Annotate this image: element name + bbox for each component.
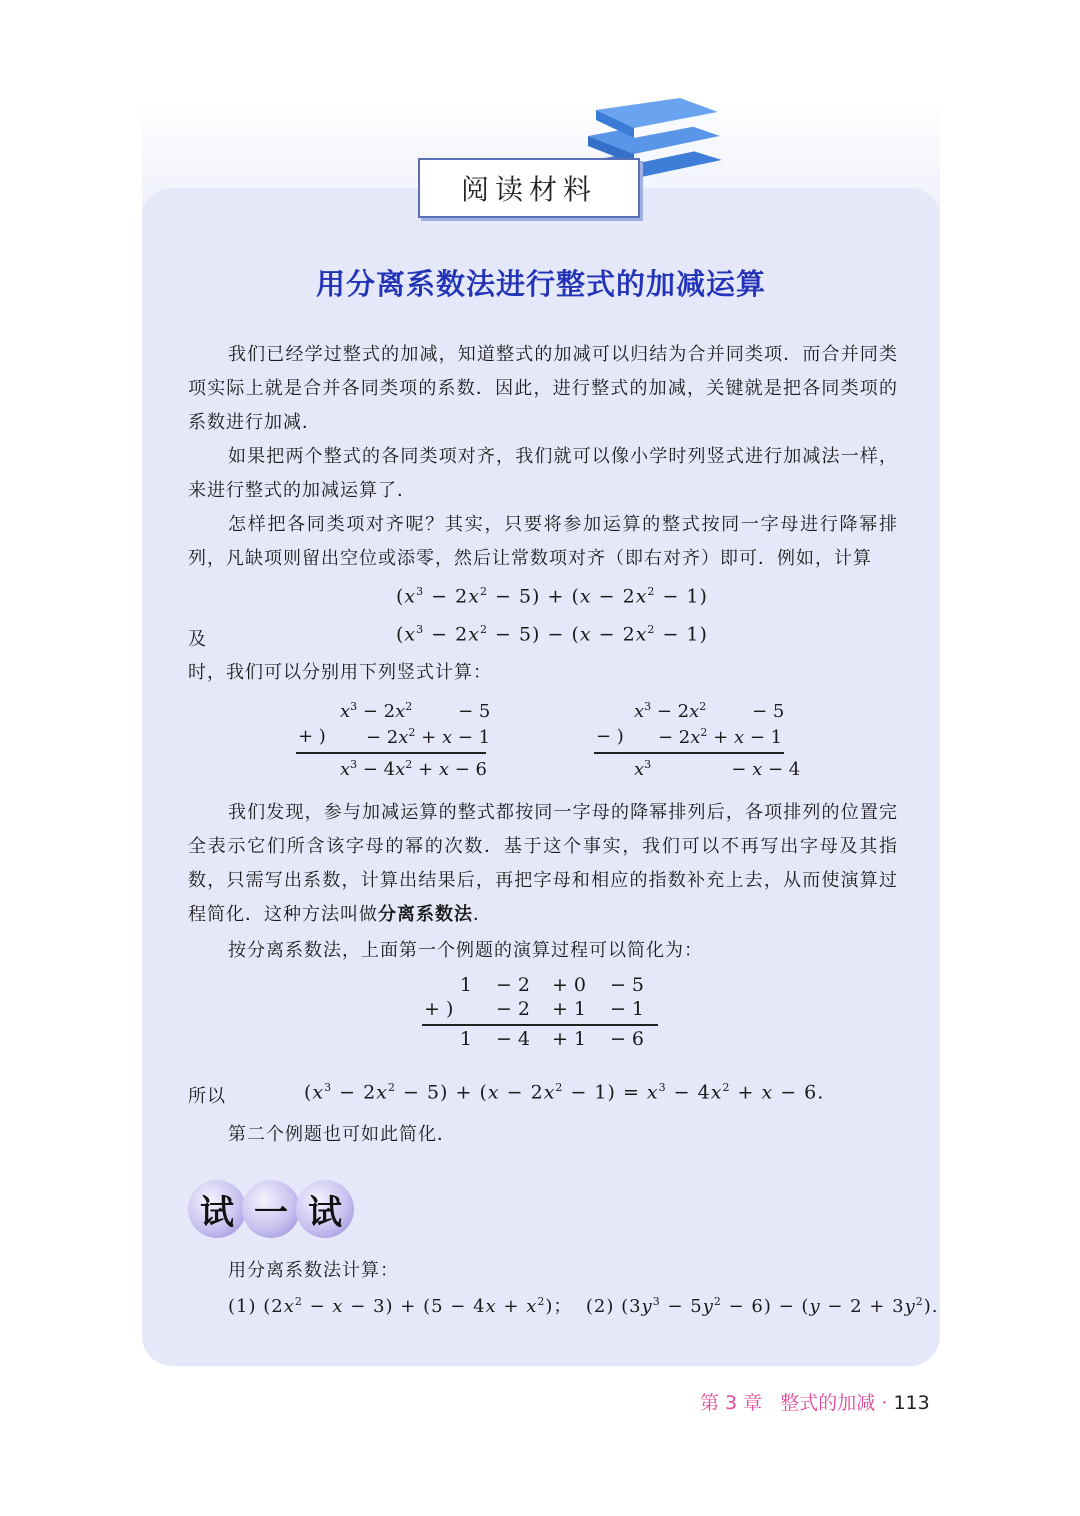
try-problem-1-label: (1) bbox=[228, 1296, 257, 1317]
term-separated-coefficients: 分离系数法 bbox=[378, 904, 473, 925]
paragraph-5-text: 我们发现，参与加减运算的整式都按同一字母的降幂排列后，各项排列的位置完全表示它们所含该字母的幂的次数．基于这个事实，我们可以不再写出字母及其指数，只需写出系数，计算出结果后，再把字母和相应的指数补充上去，从而使演算过程简化．这种方法叫做 bbox=[188, 802, 898, 925]
result-equation: $(x^3 - 2x^2 - 5) + (x - 2x^2 - 1) = x^3 - 4x^2 + x - 6$. bbox=[304, 1081, 825, 1104]
try-problems: (1) $(2x^2 - x - 3) + (5 - 4x + x^2)$； (2) $(3y^3 - 5y^2 - 6) - (y - 2 + 3y^2)$. bbox=[228, 1295, 939, 1317]
reading-material-tag: 阅读材料 bbox=[418, 158, 640, 218]
page-title: 用分离系数法进行整式的加减运算 bbox=[315, 267, 766, 301]
footer-dot: · bbox=[881, 1392, 888, 1414]
try-char-3: 试 bbox=[296, 1180, 354, 1238]
coef-r1-c3: + 0 bbox=[551, 974, 586, 996]
coef-r3-c2: − 4 bbox=[495, 1028, 530, 1050]
paragraph-7: 第二个例题也可如此简化． bbox=[228, 1124, 456, 1145]
try-it-heading bbox=[188, 1180, 350, 1238]
coef-r2-c4: − 1 bbox=[609, 998, 644, 1020]
vertical-sub-rule bbox=[594, 752, 784, 754]
vertical-add-row2: − $2x^2 + x - 1$ bbox=[366, 726, 491, 748]
coef-r3-c3: + 1 bbox=[551, 1028, 586, 1050]
so-label: 所以 bbox=[188, 1086, 226, 1107]
coef-r1-c1: 1 bbox=[459, 974, 472, 996]
try-char-1: 试 bbox=[188, 1180, 246, 1238]
vertical-sub-operator: − ) bbox=[596, 726, 624, 747]
vertical-sub-row2: − $2x^2 + x - 1$ bbox=[658, 726, 783, 748]
vertical-add-operator: + ) bbox=[298, 726, 326, 747]
try-char-2: 一 bbox=[242, 1180, 300, 1238]
vertical-add-rule bbox=[296, 752, 486, 754]
vertical-add-row1: $x^3 - 2x^2$ − 5 bbox=[340, 700, 491, 722]
coef-r3-c1: 1 bbox=[459, 1028, 472, 1050]
coef-r3-c4: − 6 bbox=[609, 1028, 644, 1050]
paragraph-2: 如果把两个整式的各同类项对齐，我们就可以像小学时列竖式进行加减法一样，来进行整式的加减运算了． bbox=[188, 446, 898, 501]
and-label: 及 bbox=[188, 629, 207, 650]
coef-rule bbox=[422, 1024, 658, 1026]
expression-difference: $(x^3 - 2x^2 - 5) - (x - 2x^2 - 1)$ bbox=[396, 623, 708, 646]
vertical-sub-row1: $x^3 - 2x^2$ − 5 bbox=[634, 700, 785, 722]
coef-r1-c4: − 5 bbox=[609, 974, 644, 996]
coef-r2-c3: + 1 bbox=[551, 998, 586, 1020]
try-problem-2-label: (2) bbox=[585, 1296, 615, 1317]
paragraph-3: 怎样把各同类项对齐呢？其实，只要将参加运算的整式按同一字母进行降幂排列，凡缺项则留出空位或添零，然后让常数项对齐（即右对齐）即可．例如，计算 bbox=[188, 514, 898, 569]
vertical-sub-result: $x^3$ − x − 4 bbox=[634, 758, 801, 780]
paragraph-5 bbox=[188, 796, 898, 932]
vertical-add-result: $x^3 - 4x^2 + x - 6$ bbox=[340, 758, 487, 780]
coef-r2-c2: − 2 bbox=[495, 998, 530, 1020]
footer-title: 整式的加减 bbox=[780, 1392, 876, 1414]
paragraph-4: 时，我们可以分别用下列竖式计算： bbox=[188, 662, 492, 683]
paragraph-6: 按分离系数法，上面第一个例题的演算过程可以简化为： bbox=[228, 940, 703, 961]
page-number: 113 bbox=[893, 1392, 930, 1414]
expression-sum: $(x^3 - 2x^2 - 5) + (x - 2x^2 - 1)$ bbox=[396, 585, 708, 608]
try-intro: 用分离系数法计算： bbox=[228, 1260, 399, 1281]
footer-chapter: 第 3 章 bbox=[700, 1392, 763, 1414]
paragraph-5-end: ． bbox=[473, 904, 492, 925]
page-footer bbox=[700, 1388, 930, 1415]
coef-operator: + ) bbox=[424, 998, 454, 1020]
paragraph-1: 我们已经学过整式的加减，知道整式的加减可以归结为合并同类项．而合并同类项实际上就是合并各同类项的系数．因此，进行整式的加减，关键就是把各同类项的系数进行加减． bbox=[188, 344, 898, 433]
coef-r1-c2: − 2 bbox=[495, 974, 530, 996]
